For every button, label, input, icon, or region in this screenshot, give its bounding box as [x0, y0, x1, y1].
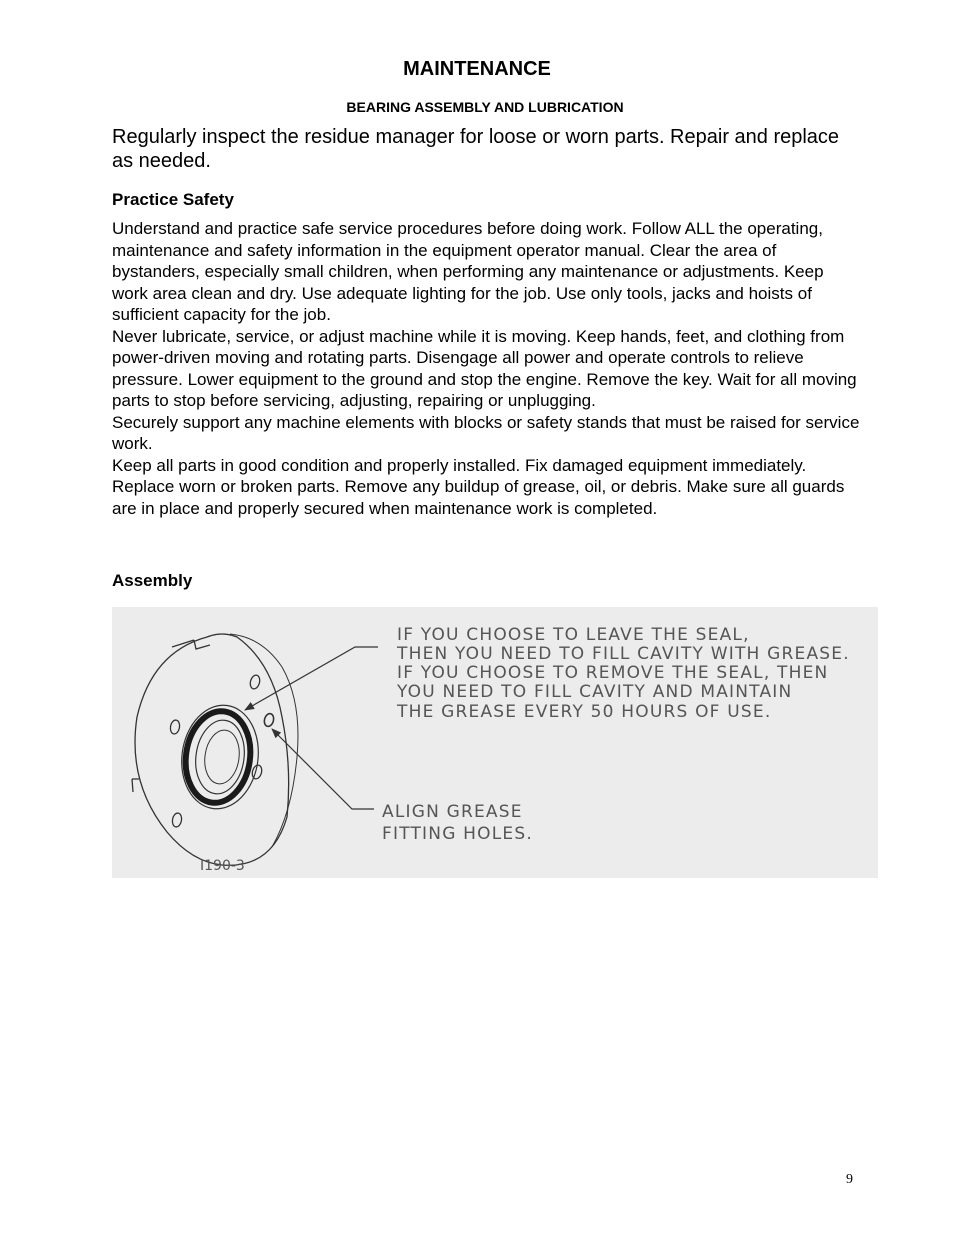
bearing-assembly-figure: [112, 607, 878, 878]
seal-callout-line: YOU NEED TO FILL CAVITY AND MAINTAIN: [397, 682, 793, 702]
safety-paragraph: Keep all parts in good condition and properly installed. Fix damaged equipment immediately. Replace worn or broken parts. Remove any buildup of grease, oil, or debris. Make sure all guards are in place and properly secured when maintenance work is completed.: [112, 455, 845, 518]
bearing-flange-drawing: [112, 607, 878, 878]
page-title: MAINTENANCE: [403, 58, 551, 80]
page-number: 9: [846, 1172, 853, 1187]
assembly-heading: Assembly: [112, 571, 193, 590]
safety-paragraph: Understand and practice safe service procedures before doing work. Follow ALL the operating, maintenance and safety information in the equipment operator manual. Clear the area of bystanders, especially small children, when performing any maintenance or adjustments. Keep work area clean and dry. Use adequate lighting for the job. Use only tools, jacks and hoists of sufficient capacity for the job.: [112, 219, 824, 324]
seal-callout-line: IF YOU CHOOSE TO REMOVE THE SEAL, THEN: [397, 663, 829, 683]
section-subtitle: BEARING ASSEMBLY AND LUBRICATION: [346, 99, 624, 115]
safety-body: [112, 218, 862, 519]
seal-leader-arrow: [245, 647, 378, 710]
leader-lines: [245, 647, 378, 809]
practice-safety-heading: Practice Safety: [112, 190, 234, 209]
seal-callout-line: THE GREASE EVERY 50 HOURS OF USE.: [397, 702, 772, 722]
safety-paragraph: Never lubricate, service, or adjust machine while it is moving. Keep hands, feet, and clothing from power-driven moving and rotating parts. Disengage all power and operate controls to relieve pressure. Lower equipment to the ground and stop the engine. Remove the key. Wait for all moving parts to stop before servicing, adjusting, repairing or unplugging.: [112, 326, 857, 410]
align-callout-line: ALIGN GREASE: [382, 802, 523, 822]
intro-text: Regularly inspect the residue manager for loose or worn parts. Repair and replace as needed.: [112, 126, 840, 172]
grease-hole-leader-arrow: [272, 729, 374, 809]
bearing-flange: [132, 634, 298, 865]
seal-callout-line: IF YOU CHOOSE TO LEAVE THE SEAL,: [397, 625, 750, 645]
align-callout-line: FITTING HOLES.: [382, 824, 533, 844]
figure-id-label: I190-3: [200, 858, 245, 874]
safety-paragraph: Securely support any machine elements with blocks or safety stands that must be raised for service work.: [112, 412, 860, 453]
seal-callout-line: THEN YOU NEED TO FILL CAVITY WITH GREASE.: [397, 644, 850, 664]
